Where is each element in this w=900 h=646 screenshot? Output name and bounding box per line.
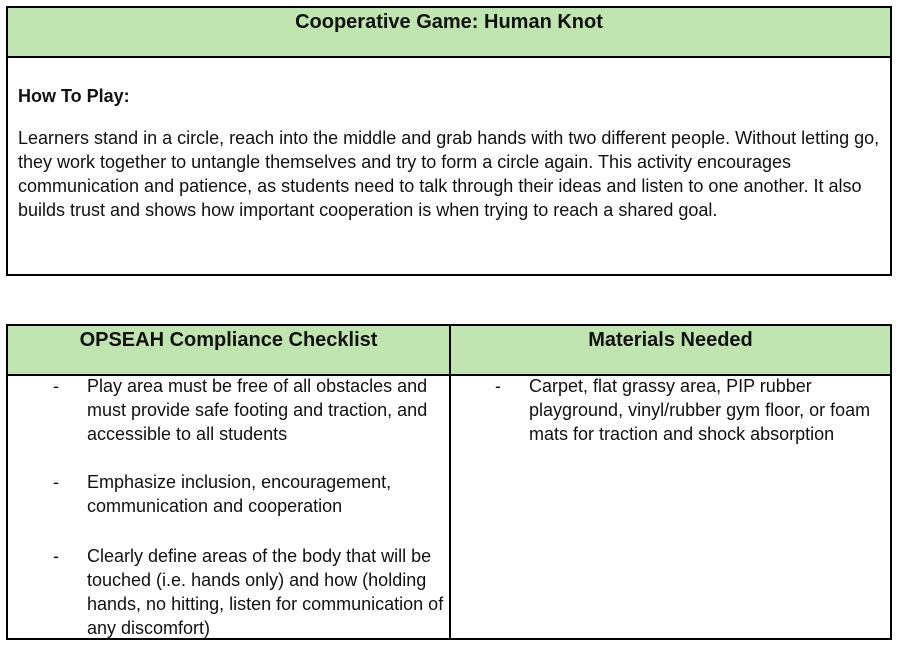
list-item bbox=[495, 374, 880, 446]
checklist-item-text: Emphasize inclusion, encouragement, communication and cooperation bbox=[87, 472, 392, 516]
how-to-play-text: Learners stand in a circle, reach into the middle and grab hands with two different people. Without letting go, they work together to untangle themselves and try to form a circle again. This activity encourages communication and patience, as students need to talk through their ideas and listen to one another. It also builds trust and shows how important cooperation is when trying to reach a shared goal. bbox=[18, 128, 880, 220]
bullet-dash: - bbox=[53, 546, 59, 566]
checklist-item-text: Play area must be free of all obstacles and must provide safe footing and traction, and accessible to all students bbox=[87, 376, 428, 444]
compliance-checklist bbox=[53, 374, 448, 640]
bullet-dash: - bbox=[53, 472, 59, 492]
materials-item-text: Carpet, flat grassy area, PIP rubber playground, vinyl/rubber gym floor, or foam mats for traction and shock absorption bbox=[529, 376, 871, 444]
bullet-dash: - bbox=[53, 376, 59, 396]
list-item bbox=[53, 374, 448, 446]
game-description-table bbox=[6, 6, 892, 276]
materials-header: Materials Needed bbox=[588, 329, 753, 351]
materials-list bbox=[495, 374, 880, 446]
checklist-item-text: Clearly define areas of the body that will be touched (i.e. hands only) and how (holding hands, no hitting, listen for communication of any discomfort) bbox=[87, 546, 444, 638]
game-title-cell bbox=[8, 8, 890, 58]
checklist-materials-table bbox=[6, 324, 892, 640]
game-title: Cooperative Game: Human Knot bbox=[295, 11, 603, 33]
column-divider bbox=[449, 326, 451, 638]
list-item bbox=[53, 470, 448, 518]
checklist-header: OPSEAH Compliance Checklist bbox=[79, 329, 378, 351]
checklist-header-cell bbox=[8, 326, 449, 376]
materials-header-cell bbox=[451, 326, 890, 376]
bullet-dash: - bbox=[495, 376, 501, 396]
how-to-play-label: How To Play: bbox=[18, 86, 130, 106]
list-item bbox=[53, 544, 448, 640]
